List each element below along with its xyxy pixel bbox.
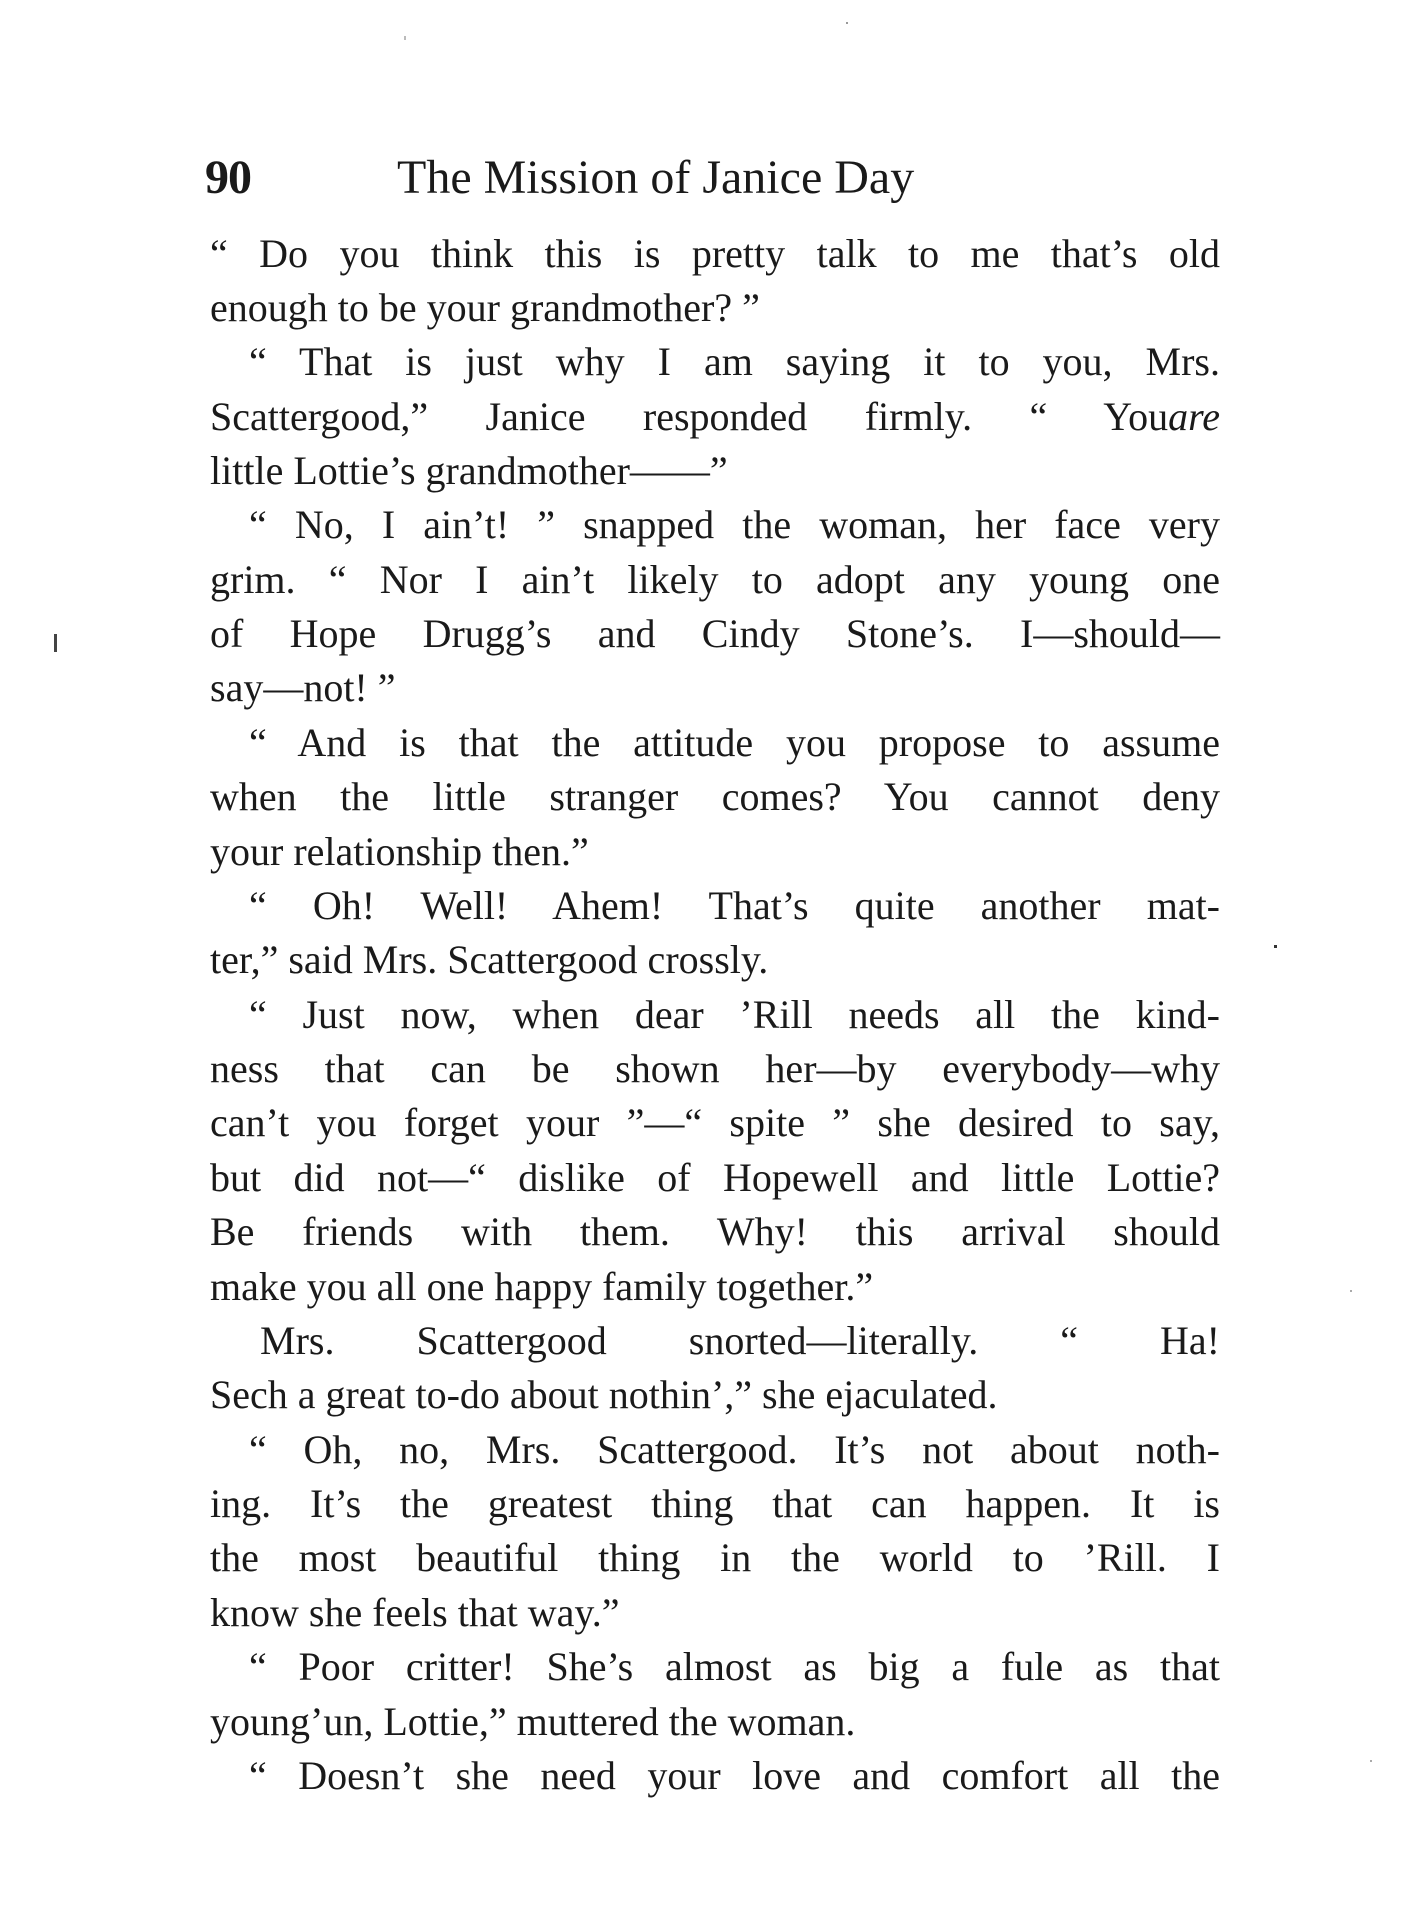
running-title: The Mission of Janice Day: [397, 151, 915, 204]
text-line: enough to be your grandmother? ”: [210, 285, 760, 330]
text-line: “ Do you think this is pretty talk to me that’s old: [210, 231, 1220, 276]
text-line: “ Doesn’t she need your love and comfort all the: [249, 1753, 1220, 1798]
paper-speck: [1274, 945, 1277, 948]
text-line: “ Oh, no, Mrs. Scattergood. It’s not about noth-: [249, 1427, 1220, 1472]
page-number: 90: [205, 151, 251, 204]
margin-mark: [54, 634, 57, 652]
text-line: “ And is that the attitude you propose to assume: [249, 720, 1220, 765]
text-line: “ Poor critter! She’s almost as big a fule as that: [249, 1644, 1220, 1689]
paper-speck: [1350, 1290, 1352, 1292]
text-line: “ Just now, when dear ’Rill needs all the kind-: [249, 992, 1220, 1037]
page-header: [205, 148, 1225, 208]
text-line: Be friends with them. Why! this arrival should: [210, 1209, 1220, 1254]
text-line: can’t you forget your ”—“ spite ” she desired to say,: [210, 1100, 1220, 1145]
text-line: grim. “ Nor I ain’t likely to adopt any young one: [210, 557, 1220, 602]
text-line: when the little stranger comes? You cannot deny: [210, 774, 1220, 819]
text-line: make you all one happy family together.”: [210, 1264, 874, 1309]
text-line: of Hope Drugg’s and Cindy Stone’s. I—should—: [210, 611, 1220, 656]
text-line: the most beautiful thing in the world to ’Rill. I: [210, 1535, 1220, 1580]
text-line: but did not—“ dislike of Hopewell and little Lottie?: [210, 1155, 1220, 1200]
text-line: [210, 392, 1220, 442]
paper-speck: [846, 22, 848, 24]
line-text-before: Scattergood,” Janice responded firmly. “ You: [210, 394, 1169, 439]
paper-speck: [404, 36, 406, 40]
text-line: know she feels that way.”: [210, 1590, 620, 1635]
text-line: little Lottie’s grandmother——”: [210, 448, 728, 493]
text-line: young’un, Lottie,” muttered the woman.: [210, 1699, 856, 1744]
emphasized-word: are: [1168, 394, 1220, 439]
text-line: Mrs. Scattergood snorted—literally. “ Ha!: [260, 1318, 1220, 1363]
paper-speck: [1370, 1760, 1372, 1762]
text-line: say—not! ”: [210, 665, 396, 710]
text-line: your relationship then.”: [210, 829, 589, 874]
text-line: “ Oh! Well! Ahem! That’s quite another mat-: [249, 883, 1220, 928]
text-line: Sech a great to-do about nothin’,” she ejaculated.: [210, 1372, 998, 1417]
text-line: ing. It’s the greatest thing that can happen. It is: [210, 1481, 1220, 1526]
text-line: ter,” said Mrs. Scattergood crossly.: [210, 937, 769, 982]
text-line: “ That is just why I am saying it to you, Mrs.: [249, 339, 1220, 384]
text-line: ness that can be shown her—by everybody—why: [210, 1046, 1220, 1091]
text-line: “ No, I ain’t! ” snapped the woman, her face very: [249, 502, 1220, 547]
